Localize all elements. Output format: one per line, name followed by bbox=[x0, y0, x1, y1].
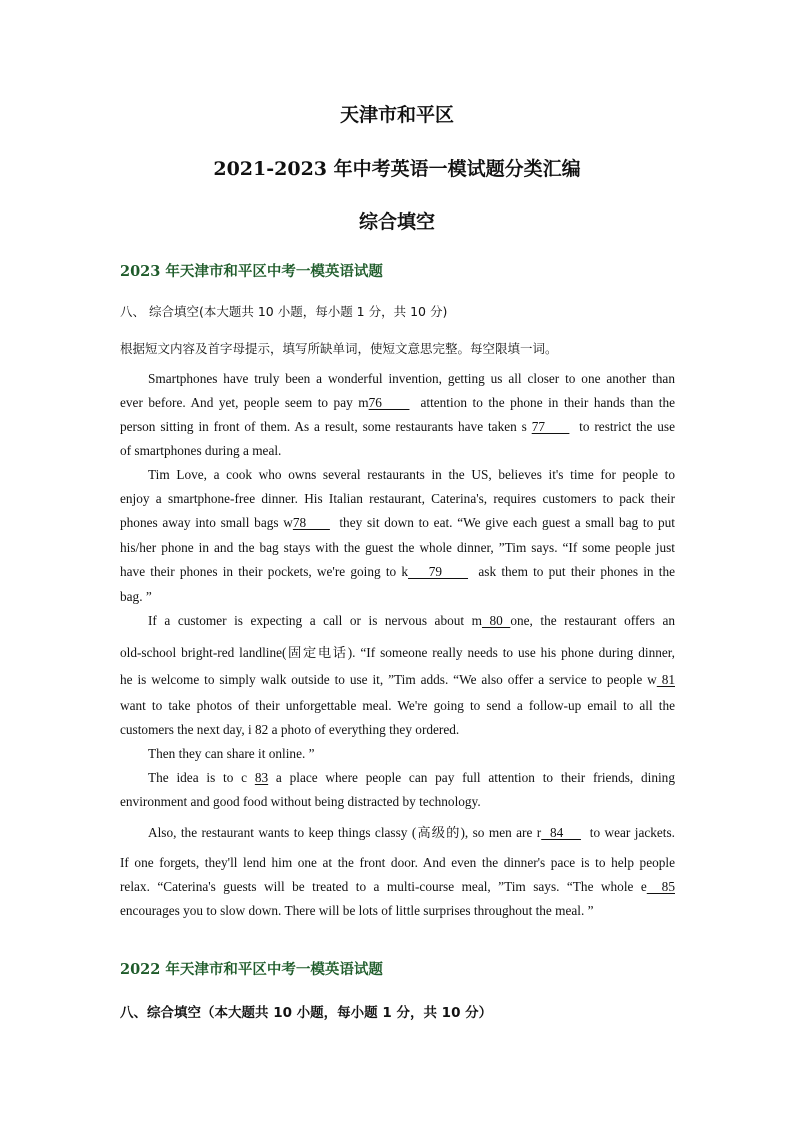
passage-text: customers the next day, i 82 a photo of everything they ordered. bbox=[120, 722, 460, 737]
passage-text: If one forgets, they'll lend him one at the front door. And even the dinner's pace is to help people bbox=[120, 855, 675, 870]
answer-blank-77: 77 bbox=[531, 419, 570, 434]
passage-line bbox=[120, 395, 675, 411]
passage-text: Also, the restaurant wants to keep things classy (高级的), so men are r bbox=[148, 825, 542, 840]
passage-text: encourages you to slow down. There will be lots of little surprises throughout the meal. ” bbox=[120, 903, 594, 918]
passage-line bbox=[148, 770, 675, 786]
passage-text: one, the restaurant offers an bbox=[510, 613, 675, 628]
answer-blank-85: 85 bbox=[646, 879, 675, 894]
passage-text: Then they can share it online. ” bbox=[148, 746, 315, 761]
passage-text: of smartphones during a meal. bbox=[120, 443, 282, 458]
section-directions-2023: 根据短文内容及首字母提示，填写所缺单词，使短文意思完整。每空限填一词。 bbox=[120, 341, 558, 356]
section-instruction-2022: 八、综合填空（本大题共 10 小题，每小题 1 分，共 10 分） bbox=[120, 1005, 493, 1021]
doc-title-region: 天津市和平区 bbox=[339, 104, 454, 126]
passage-text: they sit down to eat. “We give each guest a small bag to put bbox=[329, 515, 675, 530]
passage-line bbox=[120, 672, 675, 688]
passage-text: he is welcome to simply walk outside to use it, ”Tim adds. “We also offer a service to people w bbox=[120, 672, 657, 687]
doc-title-main: 2021-2023 年中考英语一模试题分类汇编 bbox=[213, 158, 581, 180]
passage-line bbox=[148, 371, 675, 387]
passage-text: If a customer is expecting a call or is nervous about m bbox=[148, 613, 482, 628]
answer-blank-78: 78 bbox=[292, 515, 330, 530]
passage-text: ask them to put their phones in the bbox=[468, 564, 676, 579]
section-heading-2023: 2023 年天津市和平区中考一模英语试题 bbox=[120, 263, 383, 280]
passage-text: phones away into small bags w bbox=[120, 515, 293, 530]
answer-blank-81: 81 bbox=[656, 672, 675, 687]
passage-line bbox=[120, 419, 675, 435]
passage-line bbox=[120, 722, 675, 738]
passage-text: bag. ” bbox=[120, 589, 152, 604]
passage-text: want to take photos of their unforgettable meal. We're going to send a follow-up email to all the bbox=[120, 698, 675, 713]
passage-line bbox=[120, 794, 675, 810]
answer-blank-80: 80 bbox=[481, 613, 511, 628]
passage-line bbox=[120, 589, 675, 605]
section-instruction-2023: 八、 综合填空(本大题共 10 小题，每小题 1 分，共 10 分) bbox=[120, 304, 448, 319]
passage-text: enjoy a smartphone-free dinner. His Italian restaurant, Caterina's, requires customers to pack their bbox=[120, 491, 675, 506]
passage-text: Tim Love, a cook who owns several restaurants in the US, believes it's time for people to bbox=[148, 467, 675, 482]
answer-blank-79: 79 bbox=[408, 564, 469, 579]
passage-line bbox=[148, 746, 675, 762]
doc-title-topic: 综合填空 bbox=[358, 211, 435, 233]
passage-line bbox=[120, 564, 675, 580]
passage-line bbox=[120, 698, 675, 714]
passage-line bbox=[148, 613, 675, 629]
passage-text: attention to the phone in their hands than the bbox=[409, 395, 676, 410]
passage-text: a place where people can pay full attention to their friends, dining bbox=[268, 770, 675, 785]
passage-text: The idea is to c bbox=[148, 770, 255, 785]
passage-line bbox=[120, 491, 675, 507]
passage-line bbox=[120, 642, 675, 661]
section-heading-2022: 2022 年天津市和平区中考一模英语试题 bbox=[120, 961, 383, 978]
passage-text: old-school bright-red landline(固定电话). “If someone really needs to use his phone during dinner, bbox=[120, 645, 675, 660]
answer-blank-84: 84 bbox=[541, 825, 581, 840]
passage-text: person sitting in front of them. As a result, some restaurants have taken s bbox=[120, 419, 532, 434]
passage-line bbox=[120, 540, 675, 556]
passage-text: environment and good food without being distracted by technology. bbox=[120, 794, 481, 809]
passage-line bbox=[120, 855, 675, 871]
passage-text: relax. “Caterina's guests will be treated to a multi-course meal, ”Tim says. “The whole e bbox=[120, 879, 647, 894]
passage-line bbox=[120, 879, 675, 895]
passage-text: to restrict the use bbox=[569, 419, 676, 434]
passage-text: Smartphones have truly been a wonderful invention, getting us all closer to one another than bbox=[148, 371, 675, 386]
passage-text: his/her phone in and the bag stays with the guest the whole dinner, ”Tim says. “If some people just bbox=[120, 540, 675, 555]
answer-blank-76: 76 bbox=[368, 395, 410, 410]
passage-line bbox=[120, 903, 675, 919]
passage-line bbox=[120, 515, 675, 531]
passage-line bbox=[148, 467, 675, 483]
passage-text: ever before. And yet, people seem to pay m bbox=[120, 395, 369, 410]
passage-line bbox=[148, 822, 675, 841]
passage-text: have their phones in their pockets, we're going to k bbox=[120, 564, 409, 579]
answer-blank-83: 83 bbox=[254, 770, 269, 785]
passage-line bbox=[120, 443, 675, 459]
passage-text: to wear jackets. bbox=[580, 825, 675, 840]
